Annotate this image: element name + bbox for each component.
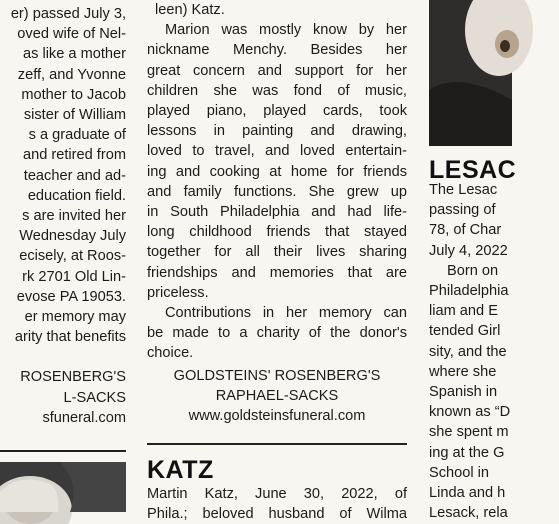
text-line: played piano, played cards, took: [147, 103, 407, 120]
text-line: loved to travel, and loved entertain-: [147, 143, 407, 160]
obituary-separator-rule: [147, 443, 407, 445]
text-line: and retired from: [22, 147, 126, 164]
portrait-photo-left: [0, 462, 126, 512]
obituary-heading-katz: KATZ: [147, 456, 214, 484]
right-obituary-column: [429, 0, 517, 522]
text-line: mother to Jacob: [21, 86, 126, 103]
katz-obituary-text: [147, 484, 407, 524]
text-line: evose PA 19053.: [16, 288, 126, 305]
text-line: lessons in painting and drawing,: [147, 123, 407, 140]
text-line: s a graduate of: [28, 127, 126, 144]
text-line: education field.: [27, 187, 126, 204]
text-line: L-SACKS: [63, 389, 126, 406]
text-line: arity that benefits: [14, 329, 126, 346]
text-line: sfuneral.com: [42, 409, 126, 426]
middle-obituary-column: [147, 0, 407, 523]
left-obituary-text: [0, 4, 126, 428]
portrait-photo-right: [429, 0, 512, 146]
text-line: Wednesday July: [19, 228, 126, 245]
text-line: s are invited her: [22, 208, 126, 225]
text-line: liam and E: [429, 303, 498, 320]
text-line: GOLDSTEINS' ROSENBERG'S: [173, 367, 381, 384]
text-line: July 4, 2022: [429, 242, 508, 259]
text-line: teacher and ad-: [23, 167, 126, 184]
left-obituary-column: [0, 0, 126, 430]
text-line: zeff, and Yvonne: [17, 66, 126, 83]
text-line: Born on: [447, 262, 499, 279]
text-line: 78, of Char: [429, 222, 502, 239]
right-obituary-photo: [429, 0, 512, 146]
continued-text-fragment: leen) Katz.: [155, 2, 225, 18]
text-line: ROSENBERG'S: [20, 369, 126, 386]
text-line: nickname Menchy. Besides her: [147, 42, 407, 59]
text-line: oved wife of Nel-: [17, 26, 126, 43]
text-line: ing and cooking at home for friends: [147, 163, 407, 180]
text-line: Philadelphia: [429, 283, 509, 300]
text-line: The Lesac: [429, 182, 498, 198]
left-obituary-photo: [0, 462, 126, 512]
text-line: together for all their lives sharing: [147, 244, 407, 261]
text-line: in South Philadelphia and had life-: [147, 204, 407, 221]
text-line: Contributions in her memory can: [165, 305, 407, 322]
text-line: be made to a charity of the donor's: [147, 325, 407, 342]
obituary-heading-lesac: LESAC: [429, 156, 517, 184]
text-line: rk 2701 Old Lin-: [22, 268, 126, 285]
text-line: RAPHAEL-SACKS: [215, 387, 339, 404]
obituary-paragraph-1: [147, 20, 407, 303]
text-line: and family functions. She grew up: [147, 183, 407, 200]
text-line: Lesack, rela: [429, 505, 508, 522]
text-line: Spanish in: [429, 384, 498, 401]
text-line: long childhood friends that stayed: [147, 224, 407, 241]
text-line: passing of: [429, 202, 496, 219]
text-line: er memory may: [24, 309, 126, 326]
middle-obituary-body: [147, 0, 407, 426]
text-line: er) passed July 3,: [10, 6, 126, 22]
text-line: she spent m: [429, 424, 509, 441]
text-line: Phila.; beloved husband of Wilma: [147, 506, 407, 523]
text-line: sister of William: [23, 107, 126, 124]
text-line: friendships and memories that are: [147, 264, 407, 281]
text-line: www.goldsteinsfuneral.com: [188, 408, 366, 425]
text-line: sity, and the: [429, 343, 507, 360]
text-line: great concern and support for her: [147, 62, 407, 79]
text-line: as like a mother: [22, 46, 126, 63]
text-line: Marion was mostly know by her: [165, 22, 407, 39]
text-line: Linda and h: [429, 485, 506, 502]
text-line: where she: [429, 363, 497, 380]
lesac-obituary-text: [429, 180, 559, 523]
text-line: priceless.: [147, 284, 209, 301]
obituary-paragraph-2: [147, 303, 407, 364]
funeral-home-credit: [147, 366, 407, 427]
text-line: choice.: [147, 345, 194, 362]
text-line: Martin Katz, June 30, 2022, of: [147, 486, 407, 502]
text-line: children she was fond of music,: [147, 82, 407, 99]
text-line: ing at the G: [429, 444, 505, 461]
text-line: known as “D: [429, 404, 511, 421]
text-line: ecisely, at Roos-: [19, 248, 126, 265]
text-line: tended Girl: [429, 323, 501, 340]
text-line: School in: [429, 464, 490, 481]
left-column-rule: [0, 450, 126, 452]
